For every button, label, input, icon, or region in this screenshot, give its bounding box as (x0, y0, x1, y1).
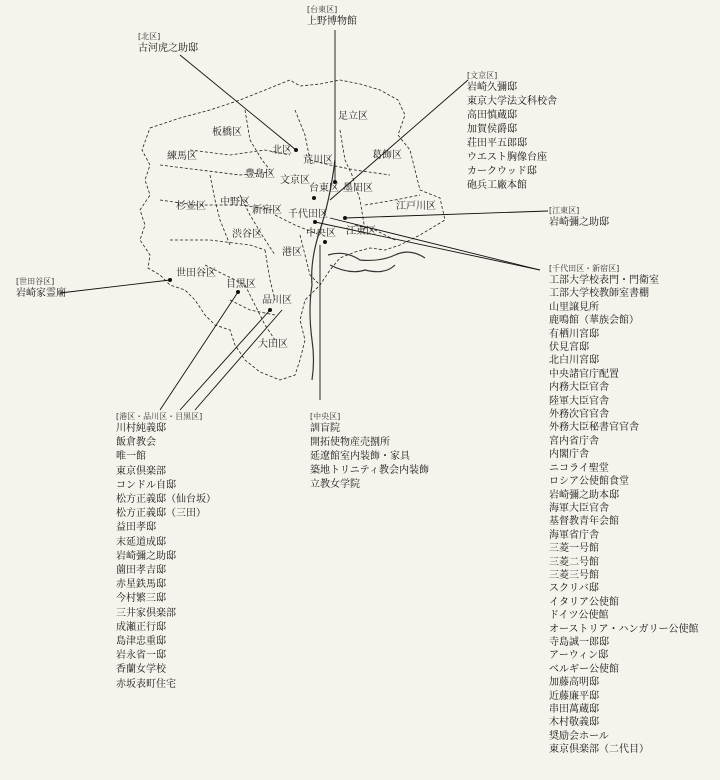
callout-item: 砲兵工廠本館 (467, 180, 527, 191)
callout-item: 赤星鉄馬邸 (116, 579, 166, 591)
callout-items (549, 216, 609, 230)
location-dot (168, 278, 172, 282)
callout-item: スクリバ邸 (549, 583, 599, 595)
callout-kita (138, 32, 198, 56)
callout-chuo (310, 412, 429, 492)
callout-item: 近藤廉平邸 (549, 690, 599, 702)
callout-header: [台東区] (307, 5, 338, 14)
ward-label-koto: 江東区 (346, 226, 376, 237)
callout-item: 有栖川宮邸 (549, 328, 599, 340)
callout-item: 木村敬義邸 (549, 717, 599, 729)
callout-item: 薗田孝吉邸 (116, 565, 166, 577)
callout-item: 岩永省一邸 (116, 650, 166, 662)
ward-label-bunkyo: 文京区 (280, 175, 310, 186)
callout-item: 今村繁三邸 (116, 593, 166, 605)
callout-item: 岩崎彌之助邸 (549, 217, 609, 228)
callout-item: 岩崎彌之助邸 (116, 550, 176, 562)
ward-label-meguro: 目黒区 (226, 279, 256, 290)
callout-item: 陸軍大臣官舎 (549, 395, 609, 407)
callout-items (138, 42, 198, 56)
location-dot (268, 308, 272, 312)
callout-item: 外務大臣秘書官官舎 (549, 422, 639, 434)
callout-item: ベルギー公使館 (549, 663, 619, 675)
callout-item: 北白川宮邸 (549, 355, 599, 367)
callout-item: 外務次官官舎 (549, 409, 609, 421)
callout-item: 山里譲見所 (549, 301, 599, 313)
callout-taito (307, 5, 357, 29)
callout-item: 海軍大臣官舎 (549, 502, 609, 514)
ward-label-sumida: 墨田区 (343, 183, 373, 194)
callout-minato-shinagawa-meguro (116, 412, 216, 692)
location-dot (313, 220, 317, 224)
callout-item: 古河虎之助邸 (138, 43, 198, 54)
callout-item: コンドル自邸 (116, 479, 176, 491)
callout-items (307, 15, 357, 29)
ward-label-shinagawa: 品川区 (262, 295, 292, 306)
callout-item: 開拓使物産売捌所 (310, 437, 390, 448)
callout-item: 立教女学院 (310, 479, 360, 490)
callout-item: 加賀侯爵邸 (467, 124, 517, 135)
callout-item: 鹿鳴館（華族会館） (549, 315, 639, 327)
callout-item: 三井家倶楽部 (116, 607, 176, 619)
callout-item: 末延道成邸 (116, 536, 166, 548)
callout-header: [文京区] (467, 71, 498, 80)
ward-label-itabashi: 板橋区 (212, 127, 242, 138)
callout-item: ドイツ公使館 (549, 610, 609, 622)
location-dot (323, 240, 327, 244)
location-dot (294, 148, 298, 152)
callout-bunkyo (467, 71, 557, 193)
callout-header: [江東区] (549, 206, 580, 215)
callout-item: 岩崎家霊廟 (16, 288, 66, 299)
location-dot (343, 216, 347, 220)
callout-item: 訓盲院 (310, 423, 340, 434)
callout-item: 中央諸官庁配置 (549, 368, 619, 380)
ward-label-toshima: 豊島区 (245, 169, 275, 180)
callout-item: 東京倶楽部 (116, 465, 166, 477)
callout-item: 上野博物館 (307, 16, 357, 27)
callout-item: 益田孝邸 (116, 522, 156, 534)
callout-item: 基督教青年会館 (549, 516, 619, 528)
ward-label-shinjuku: 新宿区 (252, 205, 282, 216)
callout-items (16, 287, 66, 301)
callout-item: 香蘭女学校 (116, 664, 166, 676)
ward-label-setagaya: 世田谷区 (176, 268, 216, 279)
ward-label-minato: 港区 (282, 247, 302, 258)
callout-item: カークウッド邸 (467, 166, 537, 177)
ward-label-arakawa: 荒川区 (303, 155, 333, 166)
callout-koto (549, 206, 609, 230)
callout-header: [千代田区・新宿区] (549, 264, 620, 273)
ward-label-edogawa: 江戸川区 (396, 201, 436, 212)
callout-item: 松方正義邸（三田） (116, 508, 206, 520)
callout-item: 工部大学校表門・門衛室 (549, 275, 659, 286)
callout-items (116, 422, 216, 692)
callout-item: ウエスト胸像台座 (467, 152, 547, 163)
callout-item: 延遼館室内装飾・家具 (310, 451, 410, 462)
callout-item: 島津忠重邸 (116, 636, 166, 648)
callout-item: 岩崎久彌邸 (467, 82, 517, 93)
callout-item: 松方正義邸（仙台坂） (116, 494, 216, 506)
callout-item: 串田萬蔵邸 (549, 704, 599, 715)
callout-item: 築地トリニティ教会内装飾 (310, 465, 429, 476)
callout-item: 荘田平五郎邸 (467, 138, 527, 149)
callout-item: 奨励会ホール (549, 730, 609, 742)
outer-boundary (140, 80, 445, 380)
callout-chiyoda-shinjuku (549, 264, 699, 757)
ward-label-adachi: 足立区 (338, 111, 368, 122)
callout-item: 東京大学法文科校舎 (467, 96, 557, 107)
ward-label-kita: 北区 (272, 145, 292, 156)
location-dot (312, 196, 316, 200)
ward-label-chiyoda: 千代田区 (288, 209, 328, 220)
callout-header: [北区] (138, 32, 161, 41)
callout-item: アーウィン邸 (549, 650, 609, 662)
callout-item: オーストリア・ハンガリー公使館 (549, 623, 699, 635)
callout-item: 海軍省庁舎 (549, 529, 599, 541)
callout-item: 内閣庁舎 (549, 449, 589, 461)
ward-label-chuo: 中央区 (306, 228, 336, 239)
callout-item: 赤坂表町住宅 (116, 678, 176, 690)
callout-header: [中央区] (310, 412, 341, 421)
callout-item: 工部大学校教師室書棚 (549, 288, 649, 300)
callout-item: 三菱三号館 (549, 569, 599, 581)
callout-setagaya (16, 277, 66, 301)
ward-label-nakano: 中野区 (220, 197, 250, 208)
ward-label-taito: 台東区 (309, 183, 339, 194)
callout-item: 東京倶楽部（二代目） (549, 744, 649, 756)
callout-items (310, 422, 429, 492)
callout-item: 三菱一号館 (549, 543, 599, 555)
callout-item: 川村純義邸 (116, 423, 166, 434)
callout-header: [世田谷区] (16, 277, 55, 286)
ward-label-ota: 大田区 (258, 339, 288, 350)
callout-item: 伏見宮邸 (549, 342, 589, 354)
callout-header: [港区・品川区・目黒区] (116, 412, 203, 421)
callout-item: 岩崎彌之助本邸 (549, 489, 619, 501)
ward-label-katsushika: 葛飾区 (372, 150, 402, 161)
callout-item: 宮内省庁舎 (549, 435, 599, 447)
callout-item: 内務大臣官舎 (549, 382, 609, 394)
callout-items (467, 81, 557, 193)
callout-item: イタリア公使館 (549, 596, 619, 608)
callout-item: 高田慎蔵邸 (467, 110, 517, 121)
callout-item: ニコライ聖堂 (549, 462, 609, 474)
callout-item: ロシア公使館食堂 (549, 476, 629, 488)
callout-items (549, 274, 699, 757)
callout-item: 唯一館 (116, 451, 146, 463)
ward-label-nerima: 練馬区 (167, 151, 197, 162)
location-dot (236, 290, 240, 294)
ward-label-shibuya: 渋谷区 (232, 229, 262, 240)
ward-label-suginami: 杉並区 (176, 201, 206, 212)
callout-item: 加藤高明邸 (549, 677, 599, 689)
callout-item: 寺島誠一郎邸 (549, 636, 609, 648)
callout-item: 三菱二号館 (549, 556, 599, 568)
callout-item: 成瀬正行邸 (116, 621, 166, 633)
callout-item: 飯倉教会 (116, 437, 156, 449)
